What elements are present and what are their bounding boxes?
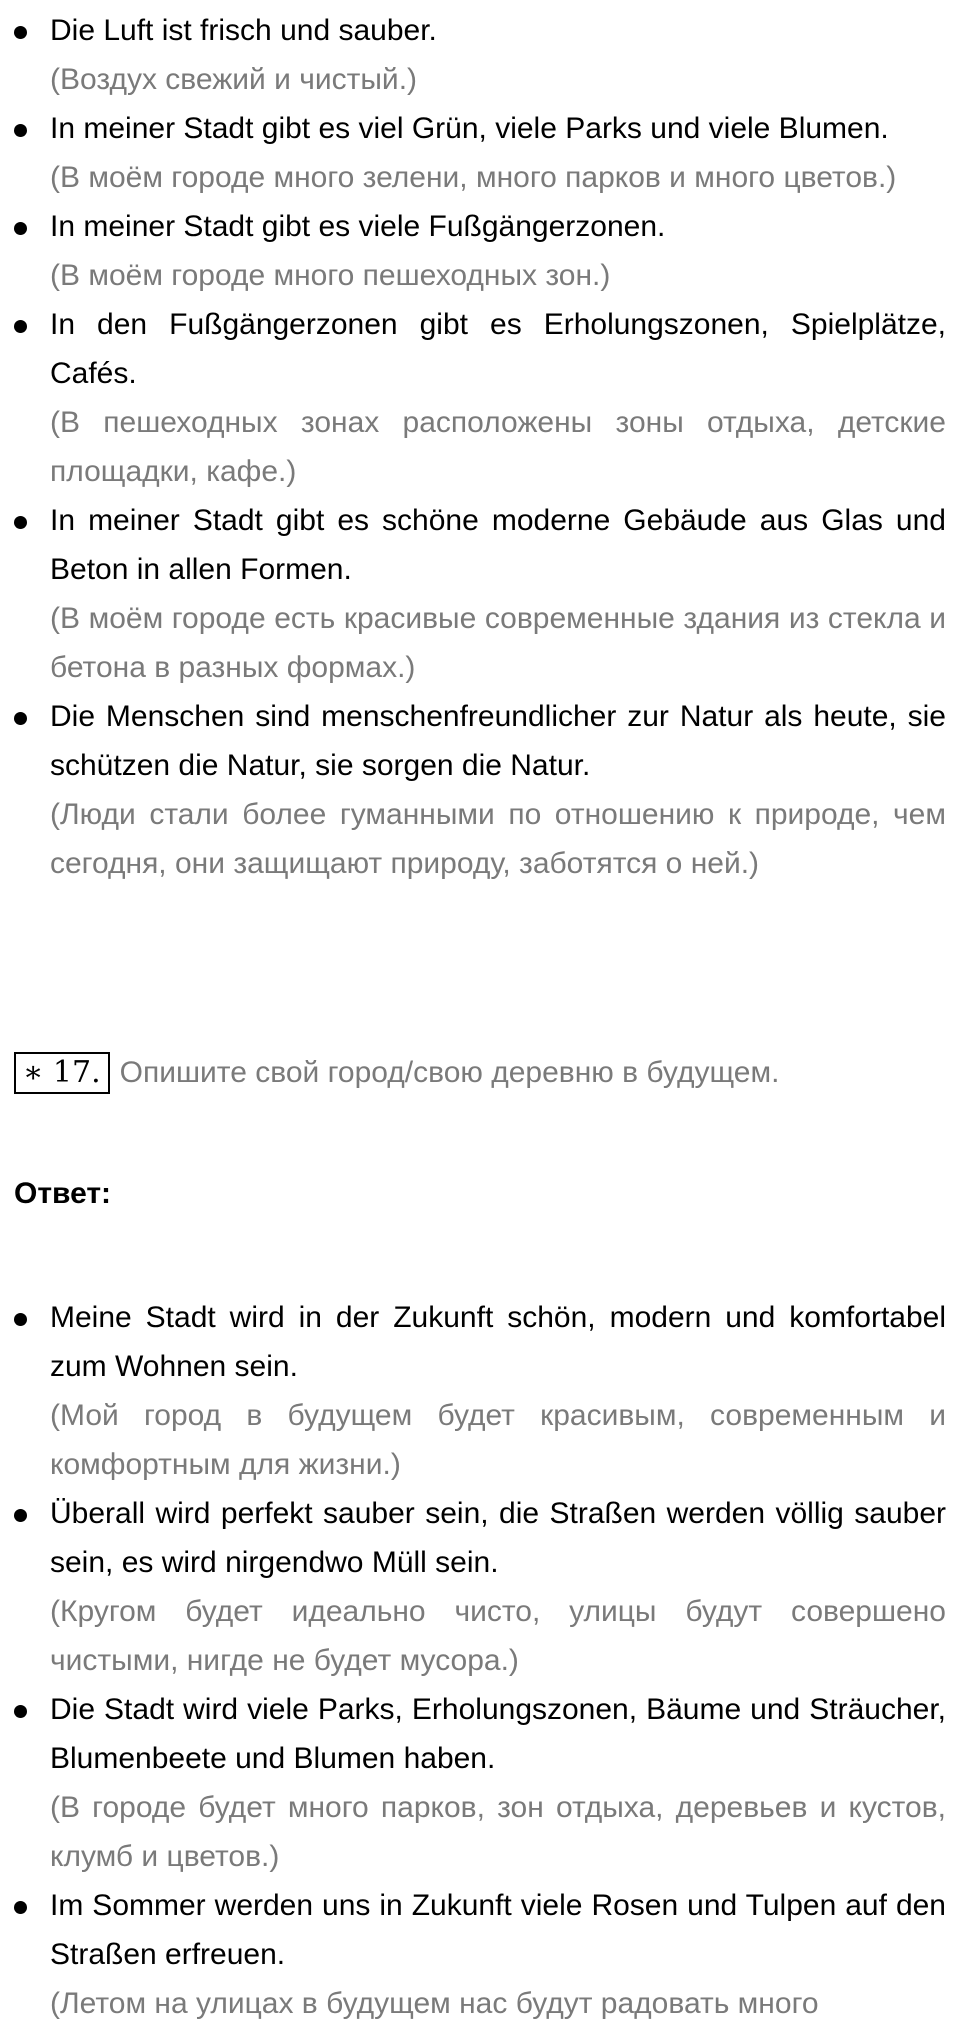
answer-label: Ответ: bbox=[14, 1177, 112, 1210]
bullet-icon bbox=[14, 320, 27, 333]
russian-translation: (Кругом будет идеально чисто, улицы будут совершено чистыми, нигде не будет мусора.) bbox=[50, 1595, 946, 1677]
top-bullet-list bbox=[0, 6, 960, 888]
german-sentence: Im Sommer werden uns in Zukunft viele Rosen und Tulpen auf den Straßen erfreuen. bbox=[50, 1889, 946, 1971]
task-text: Опишите свой город/свою деревню в будущем. bbox=[119, 1056, 780, 1089]
german-sentence: In meiner Stadt gibt es viel Grün, viele Parks und viele Blumen. bbox=[50, 112, 889, 145]
list-item bbox=[0, 1489, 960, 1685]
german-sentence: Überall wird perfekt sauber sein, die Straßen werden völlig sauber sein, es wird nirgendwo Müll sein. bbox=[50, 1497, 946, 1579]
russian-translation: (В пешеходных зонах расположены зоны отдыха, детские площадки, кафе.) bbox=[50, 406, 946, 488]
list-item bbox=[0, 692, 960, 888]
bullet-icon bbox=[14, 1705, 27, 1718]
bullet-icon bbox=[14, 124, 27, 137]
german-sentence: Die Luft ist frisch und sauber. bbox=[50, 14, 437, 47]
list-item bbox=[0, 104, 960, 202]
bullet-icon bbox=[14, 222, 27, 235]
german-sentence: Die Stadt wird viele Parks, Erholungszonen, Bäume und Sträucher, Blumenbeete und Blumen haben. bbox=[50, 1693, 946, 1775]
russian-translation: (В моём городе много зелени, много парков и много цветов.) bbox=[50, 161, 897, 194]
bullet-icon bbox=[14, 1901, 27, 1914]
bullet-icon bbox=[14, 26, 27, 39]
bullet-icon bbox=[14, 1509, 27, 1522]
list-item bbox=[0, 202, 960, 300]
bullet-icon bbox=[14, 1313, 27, 1326]
list-item bbox=[0, 496, 960, 692]
bullet-icon bbox=[14, 516, 27, 529]
russian-translation: (В моём городе есть красивые современные здания из стекла и бетона в разных формах.) bbox=[50, 602, 946, 684]
german-sentence: In den Fußgängerzonen gibt es Erholungszonen, Spielplätze, Cafés. bbox=[50, 308, 946, 390]
list-item bbox=[0, 1881, 960, 2028]
russian-translation: (Летом на улицах в будущем нас будут радовать много bbox=[50, 1987, 819, 2020]
russian-translation: (Люди стали более гуманными по отношению к природе, чем сегодня, они защищают природу, заботятся о ней.) bbox=[50, 798, 946, 880]
task-number-box: ∗ 17. bbox=[14, 1052, 110, 1094]
list-item bbox=[0, 300, 960, 496]
german-sentence: In meiner Stadt gibt es viele Fußgängerzonen. bbox=[50, 210, 666, 243]
answer-bullet-list bbox=[0, 1293, 960, 2028]
german-sentence: Meine Stadt wird in der Zukunft schön, modern und komfortabel zum Wohnen sein. bbox=[50, 1301, 946, 1383]
task-heading bbox=[14, 1052, 779, 1094]
russian-translation: (В городе будет много парков, зон отдыха, деревьев и кустов, клумб и цветов.) bbox=[50, 1791, 946, 1873]
list-item bbox=[0, 6, 960, 104]
list-item bbox=[0, 1685, 960, 1881]
russian-translation: (Мой город в будущем будет красивым, современным и комфортным для жизни.) bbox=[50, 1399, 946, 1481]
russian-translation: (Воздух свежий и чистый.) bbox=[50, 63, 418, 96]
list-item bbox=[0, 1293, 960, 1489]
german-sentence: Die Menschen sind menschenfreundlicher zur Natur als heute, sie schützen die Natur, sie sorgen die Natur. bbox=[50, 700, 946, 782]
german-sentence: In meiner Stadt gibt es schöne moderne Gebäude aus Glas und Beton in allen Formen. bbox=[50, 504, 946, 586]
bullet-icon bbox=[14, 712, 27, 725]
russian-translation: (В моём городе много пешеходных зон.) bbox=[50, 259, 611, 292]
